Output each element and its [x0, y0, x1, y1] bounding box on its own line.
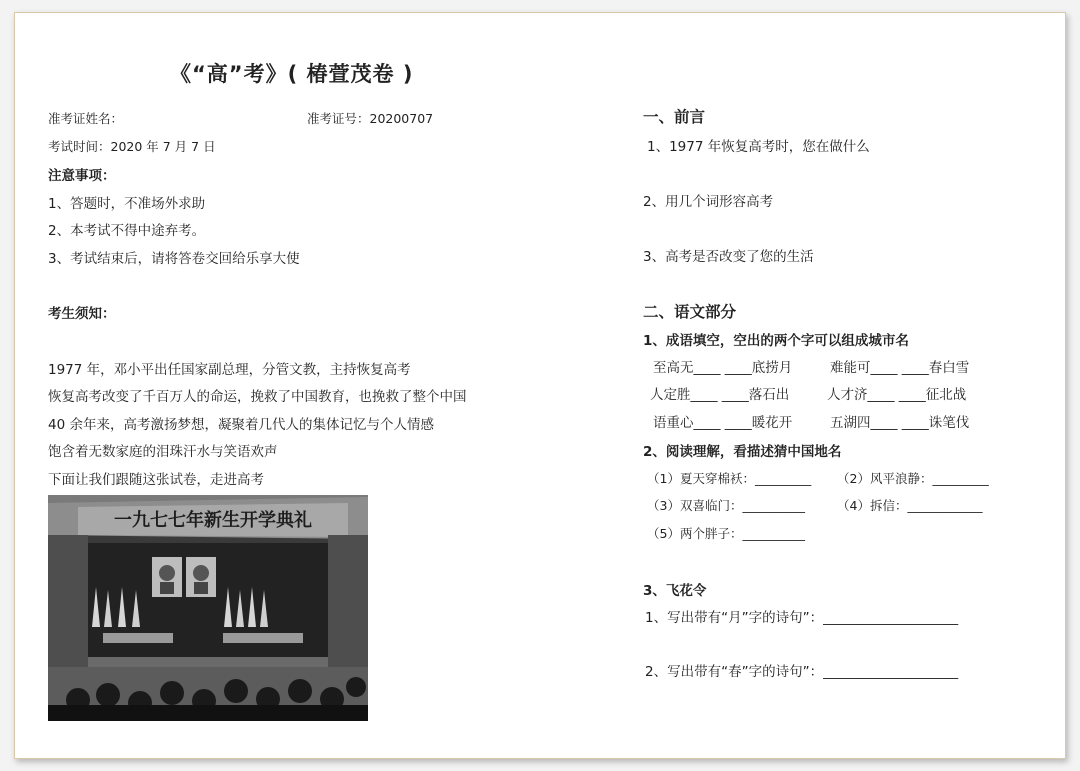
intro-paragraph: 饱含着无数家庭的泪珠汗水与笑语欢声 [48, 444, 278, 460]
poetry-question: 1、写出带有“月”字的诗句”：____________________ [645, 610, 959, 626]
notice-item: 1、答题时，不准场外求助 [48, 196, 206, 212]
riddle-item: （1）夏天穿棉袄：_________ [647, 471, 812, 486]
exam-time: 考试时间：2020 年 7 月 7 日 [48, 139, 216, 154]
riddle-item: （5）两个胖子：__________ [647, 526, 805, 541]
preface-question: 2、用几个词形容高考 [643, 194, 774, 210]
idiom-item: 人定胜____ ____落石出 [650, 387, 790, 403]
poetry-question: 2、写出带有“春”字的诗句”：____________________ [645, 664, 959, 680]
photo-banner: 一九七七年新生开学典礼 [114, 510, 312, 531]
exam-paper [14, 12, 1066, 759]
idiom-item: 至高无____ ____底捞月 [653, 360, 793, 376]
instructions-heading: 考生须知： [48, 306, 116, 322]
riddle-item: （2）风平浪静：_________ [837, 471, 989, 486]
idiom-item: 难能可____ ____春白雪 [830, 360, 970, 376]
idiom-item: 人才济____ ____征北战 [827, 387, 967, 403]
idiom-item: 五湖四____ ____诛笔伐 [830, 415, 970, 431]
poetry-heading: 3、飞花令 [643, 583, 707, 599]
notice-heading: 注意事项： [48, 168, 116, 184]
notice-item: 2、本考试不得中途弃考。 [48, 223, 206, 239]
intro-paragraph: 1977 年，邓小平出任国家副总理，分管文教，主持恢复高考 [48, 362, 411, 378]
idiom-heading: 1、成语填空，空出的两个字可以组成城市名 [643, 333, 909, 349]
preface-question: 3、高考是否改变了您的生活 [643, 249, 814, 265]
riddle-item: （4）拆信：____________ [837, 498, 983, 513]
riddle-item: （3）双喜临门：__________ [647, 498, 805, 513]
idiom-item: 语重心____ ____暖花开 [653, 415, 793, 431]
intro-paragraph: 下面让我们跟随这张试卷，走进高考 [48, 472, 264, 488]
notice-item: 3、考试结束后，请将答卷交回给乐享大使 [48, 251, 300, 267]
intro-paragraph: 40 余年来，高考激扬梦想，凝聚着几代人的集体记忆与个人情感 [48, 417, 434, 433]
intro-paragraph: 恢复高考改变了千百万人的命运，挽救了中国教育，也挽救了整个中国 [48, 389, 467, 405]
paper-title: 《“高”考》( 椿萱茂卷 ) [170, 62, 414, 86]
section1-heading: 一、前言 [643, 108, 706, 126]
id-label: 准考证号：20200707 [307, 111, 434, 126]
historical-photo [48, 495, 368, 721]
section2-heading: 二、语文部分 [643, 303, 737, 321]
preface-question: 1、1977 年恢复高考时，您在做什么 [647, 139, 870, 155]
name-label: 准考证姓名： [48, 111, 124, 126]
reading-heading: 2、阅读理解，看描述猜中国地名 [643, 444, 842, 460]
